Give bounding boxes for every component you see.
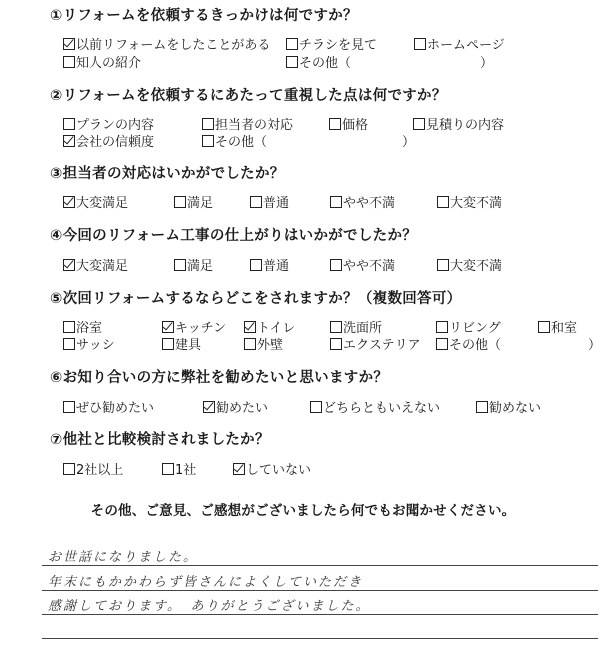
option-label: 外壁 xyxy=(257,338,284,353)
option-label: 大変不満 xyxy=(450,259,503,274)
q4-option-slightly-dissatisfied[interactable] xyxy=(330,255,395,274)
q3-option-very-dissatisfied[interactable] xyxy=(437,192,502,211)
closing-prompt: その他、ご意見、ご感想がございましたら何でもお聞かせください。 xyxy=(90,503,516,519)
q4-option-satisfied[interactable] xyxy=(174,255,213,274)
handwritten-comment-line-1: お世話になりました。 xyxy=(48,550,199,565)
q1-option-flyer[interactable] xyxy=(286,34,377,53)
option-label: サッシ xyxy=(76,338,115,353)
option-label: エクステリア xyxy=(343,338,421,353)
q4-option-very-satisfied[interactable] xyxy=(63,255,128,274)
checkbox[interactable] xyxy=(63,196,75,208)
checkbox[interactable] xyxy=(63,321,75,333)
q4-option-very-dissatisfied[interactable] xyxy=(437,255,502,274)
option-label: 浴室 xyxy=(76,321,103,336)
checkbox[interactable] xyxy=(63,401,75,413)
handwritten-comment-line-2: 年末にもかかわらず皆さんによくしていただき xyxy=(48,575,364,590)
q5-option-exterior[interactable] xyxy=(330,334,421,353)
option-label: 建具 xyxy=(175,338,202,353)
option-label: 和室 xyxy=(551,321,578,336)
option-label: その他（ xyxy=(215,135,268,150)
checkbox[interactable] xyxy=(63,463,75,475)
checkbox[interactable] xyxy=(63,135,75,147)
checkbox[interactable] xyxy=(63,118,75,130)
checkbox[interactable] xyxy=(310,401,322,413)
option-label: プランの内容 xyxy=(76,118,155,133)
q6-option-neither[interactable] xyxy=(310,397,440,416)
option-label: やや不満 xyxy=(343,259,396,274)
option-label: その他（ xyxy=(299,56,352,71)
option-label: 普通 xyxy=(263,196,290,211)
checkbox[interactable] xyxy=(436,338,448,350)
option-label: 大変不満 xyxy=(450,196,503,211)
q3-option-satisfied[interactable] xyxy=(174,192,213,211)
checkbox[interactable] xyxy=(286,38,298,50)
option-label: 2社以上 xyxy=(76,463,124,478)
q5-option-japanese-room[interactable] xyxy=(538,317,577,336)
option-label: ぜひ勧めたい xyxy=(76,401,155,416)
q1-option-previous-reform[interactable] xyxy=(63,34,270,53)
question-4-title: ④今回のリフォーム工事の仕上がりはいかがでしたか？ xyxy=(50,228,418,244)
question-1-title: ①リフォームを依頼するきっかけは何ですか？ xyxy=(50,8,358,24)
checkbox[interactable] xyxy=(329,118,341,130)
option-label: 価格 xyxy=(342,118,369,133)
option-label: 以前リフォームをしたことがある xyxy=(76,38,271,53)
option-label: ホームページ xyxy=(427,38,505,53)
q1-other-close-paren: ） xyxy=(480,56,494,71)
checkbox[interactable] xyxy=(436,321,448,333)
checkbox[interactable] xyxy=(63,38,75,50)
q2-option-estimate[interactable] xyxy=(413,114,504,133)
question-3-title: ③担当者の対応はいかがでしたか？ xyxy=(50,166,285,182)
option-label: キッチン xyxy=(175,321,227,336)
option-label: 勧めたい xyxy=(216,401,269,416)
option-label: 1社 xyxy=(175,463,197,478)
q3-option-slightly-dissatisfied[interactable] xyxy=(330,192,395,211)
option-label: 知人の紹介 xyxy=(76,56,142,71)
comment-line xyxy=(42,614,598,615)
question-5-title: ⑤次回リフォームするならどこをされますか？（複数回答可） xyxy=(50,291,462,307)
checkbox[interactable] xyxy=(63,259,75,271)
option-label: 満足 xyxy=(187,196,214,211)
checkbox[interactable] xyxy=(250,196,262,208)
q5-option-other[interactable] xyxy=(436,334,501,353)
checkbox[interactable] xyxy=(162,321,174,333)
option-label: 見積りの内容 xyxy=(426,118,505,133)
q2-other-close-paren: ） xyxy=(402,135,416,150)
option-label: していない xyxy=(246,463,312,478)
checkbox[interactable] xyxy=(233,463,245,475)
q6-option-definitely-recommend[interactable] xyxy=(63,397,154,416)
q6-option-not-recommend[interactable] xyxy=(476,397,541,416)
option-label: 会社の信頼度 xyxy=(76,135,155,150)
option-label: 大変満足 xyxy=(76,196,129,211)
checkbox[interactable] xyxy=(162,338,174,350)
checkbox[interactable] xyxy=(330,321,342,333)
checkbox[interactable] xyxy=(63,338,75,350)
checkbox[interactable] xyxy=(330,196,342,208)
option-label: 洗面所 xyxy=(343,321,383,336)
option-label: やや不満 xyxy=(343,196,396,211)
option-label: その他（ xyxy=(449,338,502,353)
checkbox[interactable] xyxy=(162,463,174,475)
checkbox[interactable] xyxy=(250,259,262,271)
checkbox[interactable] xyxy=(437,196,449,208)
q2-option-price[interactable] xyxy=(329,114,368,133)
checkbox[interactable] xyxy=(174,259,186,271)
handwritten-comment-line-3: 感謝しております。 ありがとうございました。 xyxy=(48,599,371,614)
q5-option-exterior-wall[interactable] xyxy=(244,334,283,353)
q7-option-one[interactable] xyxy=(162,459,196,478)
checkbox[interactable] xyxy=(414,38,426,50)
checkbox[interactable] xyxy=(202,135,214,147)
option-label: 担当者の対応 xyxy=(215,118,294,133)
q2-option-trust[interactable] xyxy=(63,131,154,150)
checkbox[interactable] xyxy=(174,196,186,208)
question-2-title: ②リフォームを依頼するにあたって重視した点は何ですか？ xyxy=(50,88,447,104)
option-label: トイレ xyxy=(257,321,296,336)
comment-line xyxy=(42,590,598,591)
q5-other-close-paren: ） xyxy=(588,338,602,353)
comment-line xyxy=(42,565,598,566)
q5-option-sash[interactable] xyxy=(63,334,115,353)
checkbox[interactable] xyxy=(63,56,75,68)
option-label: チラシを見て xyxy=(299,38,378,53)
checkbox[interactable] xyxy=(330,259,342,271)
q4-option-normal[interactable] xyxy=(250,255,289,274)
question-7-title: ⑦他社と比較検討されましたか？ xyxy=(50,432,270,448)
comment-line xyxy=(42,638,598,639)
checkbox[interactable] xyxy=(202,118,214,130)
q2-option-other[interactable] xyxy=(202,131,267,150)
q1-option-referral[interactable] xyxy=(63,52,141,71)
checkbox[interactable] xyxy=(244,321,256,333)
checkbox[interactable] xyxy=(476,401,488,413)
option-label: 普通 xyxy=(263,259,290,274)
option-label: 勧めない xyxy=(489,401,542,416)
q5-option-fittings[interactable] xyxy=(162,334,201,353)
checkbox[interactable] xyxy=(538,321,550,333)
q1-option-homepage[interactable] xyxy=(414,34,505,53)
checkbox[interactable] xyxy=(330,338,342,350)
checkbox[interactable] xyxy=(244,338,256,350)
checkbox[interactable] xyxy=(437,259,449,271)
option-label: どちらともいえない xyxy=(323,401,441,416)
q1-option-other[interactable] xyxy=(286,52,351,71)
q3-option-very-satisfied[interactable] xyxy=(63,192,128,211)
q3-option-normal[interactable] xyxy=(250,192,289,211)
checkbox[interactable] xyxy=(413,118,425,130)
q6-option-recommend[interactable] xyxy=(203,397,268,416)
option-label: 大変満足 xyxy=(76,259,129,274)
question-6-title: ⑥お知り合いの方に弊社を勧めたいと思いますか？ xyxy=(50,370,389,386)
option-label: リビング xyxy=(449,321,501,336)
q7-option-two-or-more[interactable] xyxy=(63,459,123,478)
checkbox[interactable] xyxy=(286,56,298,68)
checkbox[interactable] xyxy=(203,401,215,413)
option-label: 満足 xyxy=(187,259,214,274)
q7-option-none[interactable] xyxy=(233,459,311,478)
